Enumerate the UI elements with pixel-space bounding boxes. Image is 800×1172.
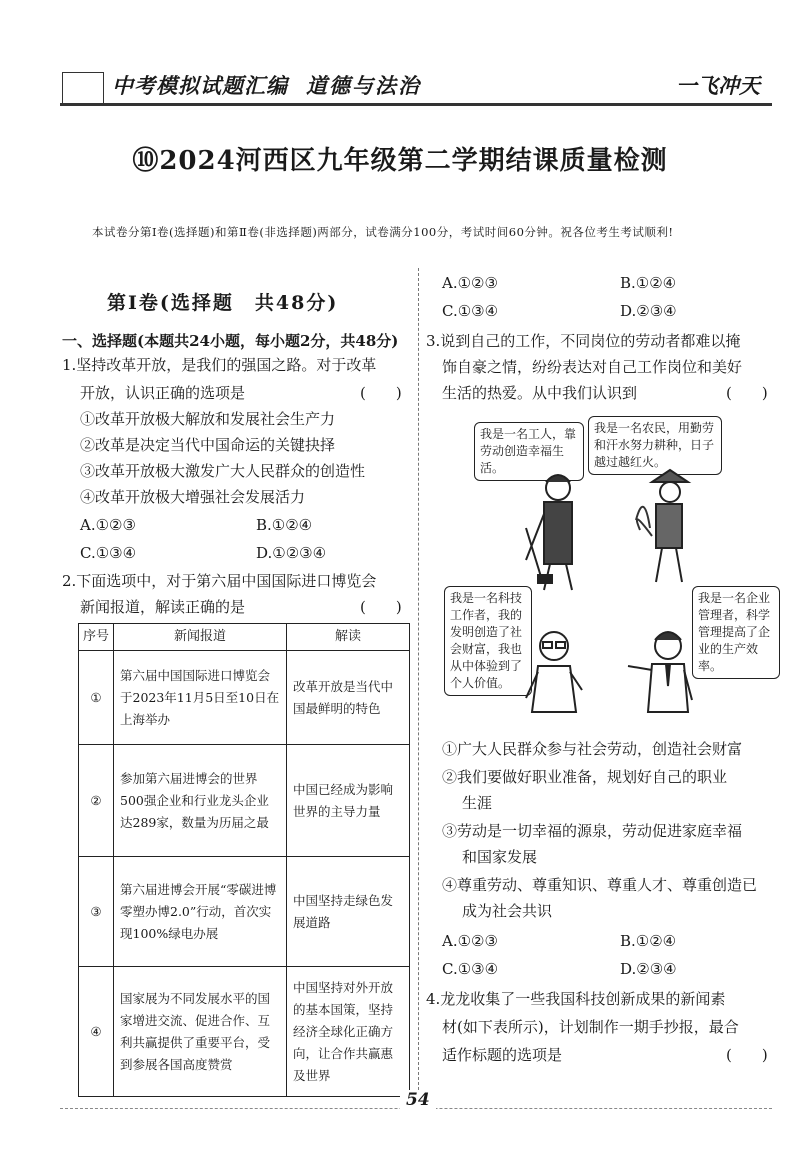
q3-option-b[interactable]: B.①②④ [620, 932, 677, 950]
q3-answer-blank[interactable]: ( ) [726, 384, 768, 402]
q2-option-c[interactable]: C.①③④ [442, 302, 499, 320]
q1-statement: ④改革开放极大增强社会发展活力 [80, 488, 306, 506]
q1-option-d[interactable]: D.①②③④ [256, 544, 327, 562]
q4-stem-line-1: 4.龙龙收集了一些我国科技创新成果的新闻素 [426, 990, 726, 1008]
q3-stem-line-2: 饰自豪之情，纷纷表达对自己工作岗位和美好 [442, 358, 743, 376]
table-row [79, 967, 410, 1097]
row-report: 参加第六届进博会的世界500强企业和行业龙头企业达289家，数量为历届之最 [114, 745, 287, 857]
header-rule [60, 103, 772, 106]
q3-option-c[interactable]: C.①③④ [442, 960, 499, 978]
exam-title: ⑩2024河西区九年级第二学期结课质量检测 [132, 146, 668, 176]
q1-statement: ③改革开放极大激发广大人民群众的创造性 [80, 462, 366, 480]
q4-stem-line-3: 适作标题的选项是 [442, 1046, 563, 1064]
col-header-interp: 解读 [287, 624, 410, 651]
header-subject: 道德与法治 [306, 73, 421, 98]
q3-statement: ②我们要做好职业准备，规划好自己的职业 [442, 768, 728, 786]
q1-statement: ①改革开放极大解放和发展社会生产力 [80, 410, 336, 428]
q3-statement: ③劳动是一切幸福的源泉，劳动促进家庭幸福 [442, 822, 743, 840]
q1-stem-line-1: 1.坚持改革开放，是我们的强国之路。对于改革 [62, 356, 377, 374]
q1-stem-line-2: 开放，认识正确的选项是 [80, 384, 246, 402]
row-no: ① [79, 651, 114, 745]
row-report: 国家展为不同发展水平的国家增进交流、促进合作、互利共赢提供了重要平台，受到参展各国高度赞赏 [114, 967, 287, 1097]
q3-statement: ④尊重劳动、尊重知识、尊重人才、尊重创造已 [442, 876, 758, 894]
news-table [78, 623, 410, 1097]
q4-stem-line-2: 材(如下表所示)，计划制作一期手抄报，最合 [442, 1018, 739, 1036]
q1-answer-blank[interactable]: ( ) [360, 384, 402, 402]
row-no: ③ [79, 857, 114, 967]
column-divider [418, 268, 419, 1090]
page-number: 54 [400, 1090, 436, 1110]
q3-stem-line-1: 3.说到自己的工作，不同岗位的劳动者都难以掩 [426, 332, 741, 350]
row-no: ④ [79, 967, 114, 1097]
table-header-row [79, 624, 410, 651]
worker-figure [526, 475, 572, 590]
row-interp: 中国已经成为影响世界的主导力量 [287, 745, 410, 857]
q2-stem-line-2: 新闻报道，解读正确的是 [80, 598, 246, 616]
row-report: 第六届进博会开展“零碳进博 零塑办博2.0”行动，首次实现100%绿电办展 [114, 857, 287, 967]
q4-answer-blank[interactable]: ( ) [726, 1046, 768, 1064]
q3-statement: ①广大人民群众参与社会劳动，创造社会财富 [442, 740, 743, 758]
q3-option-d[interactable]: D.②③④ [620, 960, 677, 978]
row-interp: 改革开放是当代中国最鲜明的特色 [287, 651, 410, 745]
farmer-figure [636, 470, 688, 582]
q3-statement-cont: 成为社会共识 [462, 902, 553, 920]
row-interp: 中国坚持对外开放的基本国策，坚持经济全球化正确方向，让合作共赢惠及世界 [287, 967, 410, 1097]
q1-option-a[interactable]: A.①②③ [80, 516, 136, 534]
section-heading: 一、选择题(本题共24小题，每小题2分，共48分) [62, 332, 399, 350]
workers-illustration [430, 410, 790, 730]
table-row [79, 745, 410, 857]
scientist-figure [526, 632, 582, 712]
farmer-speech-bubble: 我是一名农民，用勤劳和汗水努力耕种，日子越过越红火。 [588, 416, 722, 475]
table-row [79, 651, 410, 745]
header-series-title: 中考模拟试题汇编 [112, 73, 288, 98]
q2-answer-blank[interactable]: ( ) [360, 598, 402, 616]
q3-statement-cont: 和国家发展 [462, 848, 538, 866]
q3-statement-cont: 生涯 [462, 794, 493, 812]
section-title: 第Ⅰ卷(选择题 共48分) [107, 292, 339, 314]
header-brand: 一飞冲天 [676, 73, 760, 98]
exam-instructions: 本试卷分第Ⅰ卷(选择题)和第Ⅱ卷(非选择题)两部分，试卷满分100分，考试时间60分钟。祝各位考生考试顺利! [92, 225, 674, 239]
q2-option-b[interactable]: B.①②④ [620, 274, 677, 292]
q1-option-c[interactable]: C.①③④ [80, 544, 137, 562]
col-header-report: 新闻报道 [114, 624, 287, 651]
row-interp: 中国坚持走绿色发展道路 [287, 857, 410, 967]
header-logo-box [62, 72, 104, 104]
worker-speech-bubble: 我是一名工人，靠劳动创造幸福生活。 [474, 422, 584, 481]
manager-figure [628, 632, 692, 712]
q1-statement: ②改革是决定当代中国命运的关键抉择 [80, 436, 336, 454]
q2-stem-line-1: 2.下面选项中，对于第六届中国国际进口博览会 [62, 572, 377, 590]
row-report: 第六届中国国际进口博览会于2023年11月5日至10日在上海举办 [114, 651, 287, 745]
col-header-no: 序号 [79, 624, 114, 651]
manager-speech-bubble: 我是一名企业管理者，科学管理提高了企业的生产效率。 [692, 586, 780, 679]
q3-stem-line-3: 生活的热爱。从中我们认识到 [442, 384, 638, 402]
scientist-speech-bubble: 我是一名科技工作者，我的发明创造了社会财富，我也从中体验到了个人价值。 [444, 586, 532, 696]
q3-option-a[interactable]: A.①②③ [442, 932, 498, 950]
q2-option-d[interactable]: D.②③④ [620, 302, 677, 320]
row-no: ② [79, 745, 114, 857]
q2-option-a[interactable]: A.①②③ [442, 274, 498, 292]
table-row [79, 857, 410, 967]
q1-option-b[interactable]: B.①②④ [256, 516, 313, 534]
